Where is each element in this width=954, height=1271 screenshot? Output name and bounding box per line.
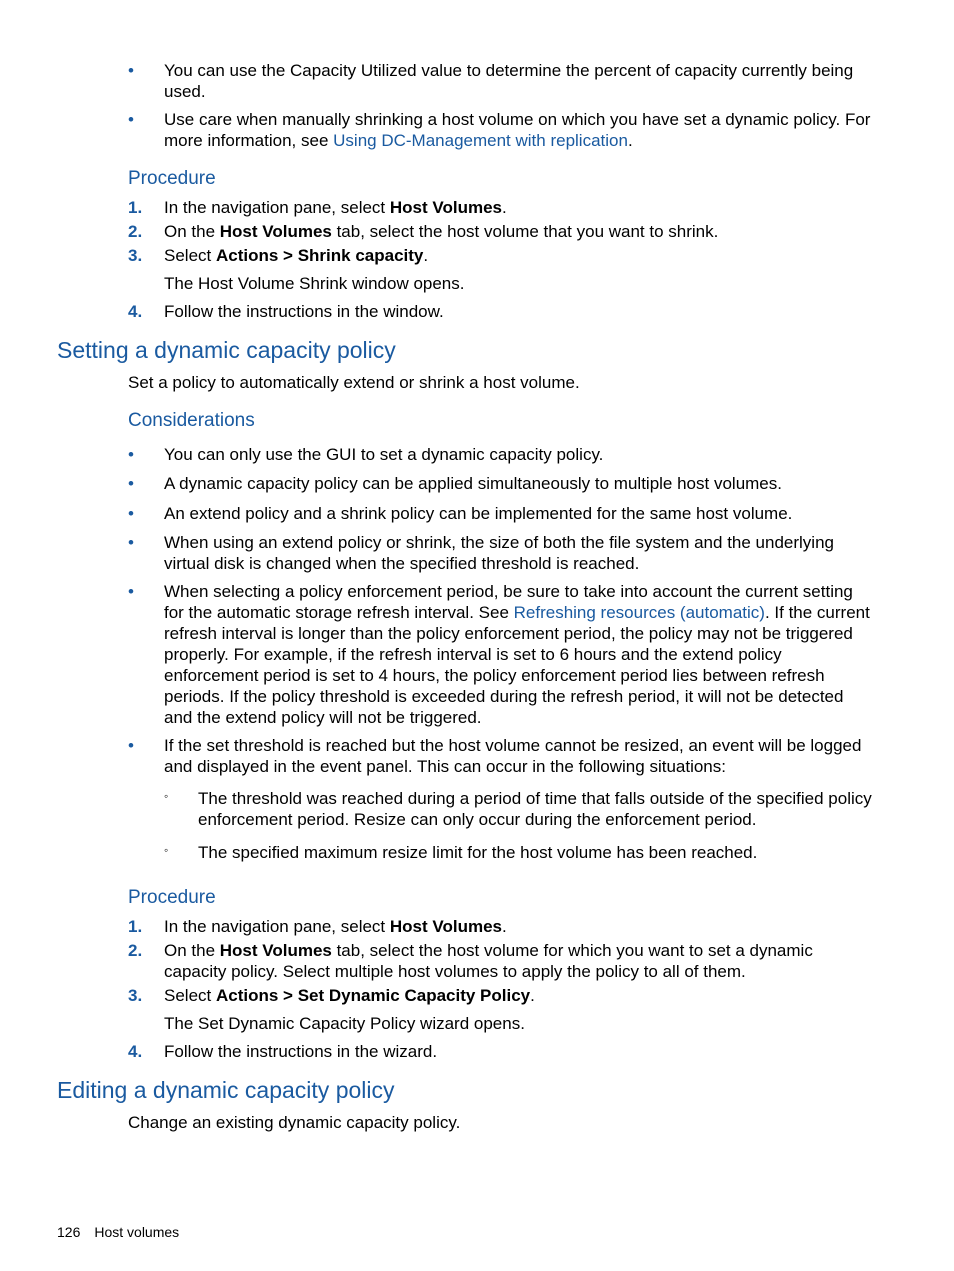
page-footer [57,1222,193,1243]
procedure-step [128,985,873,1006]
bullet-icon: • [128,445,134,464]
step-number: 4. [128,1042,143,1061]
list-item [128,444,873,465]
bullet-icon: • [128,533,134,552]
procedure-step [128,916,873,937]
step-number: 2. [128,222,143,241]
bullet-text: You can only use the GUI to set a dynamic capacity policy. [164,445,604,464]
procedure-step [128,197,873,218]
section-intro: Set a policy to automatically extend or shrink a host volume. [128,373,580,392]
step-result: The Set Dynamic Capacity Policy wizard opens. [164,1014,525,1033]
section-intro: Change an existing dynamic capacity policy. [128,1113,461,1132]
procedure-step [128,940,873,982]
list-item [128,532,873,574]
ui-term: Host Volumes [219,941,332,960]
step-result: The Host Volume Shrink window opens. [164,274,465,293]
step-number: 1. [128,917,143,936]
step-text-end: tab, select the host volume for which you want to set a dynamic capacity policy. Select multiple host volumes to apply the policy to all of them. [164,941,813,981]
procedure-steps [128,916,873,1065]
step-text: Follow the instructions in the wizard. [164,1042,438,1061]
bullet-icon: • [128,61,134,80]
page-number: 126 [57,1224,81,1240]
section-title: Setting a dynamic capacity policy [57,337,396,363]
bullet-text-end: . [627,131,633,150]
procedure-step [128,245,873,266]
step-number: 1. [128,198,143,217]
sub-list-item [128,788,873,830]
procedure-step [128,301,873,322]
bullet-text: When using an extend policy or shrink, the size of both the file system and the underlying virtual disk is changed when the specified threshold is reached. [164,533,834,573]
bullet-text-end: . If the current refresh interval is longer than the policy enforcement period, the policy may not be triggered properly. For example, if the refresh interval is set to 6 hours and the extend policy enforcement period is set to 4 hours, the policy enforcement period lies between refresh periods. If the policy threshold is exceeded during the refresh period, it will not be detected and the extend policy will not be triggered. [164,603,870,727]
procedure-step [128,221,873,242]
list-item [128,60,873,102]
bullet-text: An extend policy and a shrink policy can be implemented for the same host volume. [164,504,793,523]
sub-list-item [128,842,873,863]
ui-term: Actions > Shrink capacity [215,246,424,265]
step-text: Select [164,246,216,265]
step-number: 2. [128,941,143,960]
list-item [128,109,873,151]
bullet-text: A dynamic capacity policy can be applied simultaneously to multiple host volumes. [164,474,782,493]
considerations-heading: Considerations [128,410,255,431]
list-item [128,735,873,777]
procedure-heading: Procedure [128,168,216,189]
step-text: In the navigation pane, select [164,917,390,936]
step-number: 3. [128,986,143,1005]
procedure-step [128,1041,873,1062]
refreshing-resources-link[interactable]: Refreshing resources (automatic) [513,603,765,622]
bullet-icon: • [128,474,134,493]
dc-management-replication-link[interactable]: Using DC-Management with replication [333,131,628,150]
step-number: 4. [128,302,143,321]
procedure-heading: Procedure [128,887,216,908]
step-text-end: . [501,198,507,217]
step-text: In the navigation pane, select [164,198,390,217]
step-text: On the [164,222,220,241]
considerations-list [128,444,873,875]
sub-bullet-text: The threshold was reached during a period of time that falls outside of the specified policy enforcement period. Resize can only occur during the enforcement period. [198,789,872,829]
list-item [128,581,873,728]
bullet-text: You can use the Capacity Utilized value to determine the percent of capacity currently being used. [164,61,854,101]
step-text: On the [164,941,220,960]
bullet-text: If the set threshold is reached but the host volume cannot be resized, an event will be logged and displayed in the event panel. This can occur in the following situations: [164,736,862,776]
ui-term: Actions > Set Dynamic Capacity Policy [215,986,531,1005]
step-text-end: tab, select the host volume that you want to shrink. [331,222,719,241]
step-text: Follow the instructions in the window. [164,302,444,321]
intro-bullet-list [128,60,873,158]
step-text-end: . [501,917,507,936]
list-item [128,473,873,494]
section-title: Editing a dynamic capacity policy [57,1077,395,1103]
bullet-text: Use care when manually shrinking a host volume on which you have set a dynamic policy. For more information, see [164,110,871,150]
footer-section: Host volumes [94,1224,180,1240]
ui-term: Host Volumes [219,222,332,241]
ui-term: Host Volumes [389,198,502,217]
procedure-steps [128,197,873,325]
step-text-end: . [423,246,429,265]
bullet-text: When selecting a policy enforcement period, be sure to take into account the current setting for the automatic storage refresh interval. See [164,582,853,622]
ui-term: Host Volumes [389,917,502,936]
step-number: 3. [128,246,143,265]
bullet-icon: • [128,736,134,755]
sub-bullet-text: The specified maximum resize limit for the host volume has been reached. [198,843,758,862]
circle-bullet-icon: ◦ [164,843,169,857]
step-text-end: . [530,986,535,1005]
bullet-icon: • [128,582,134,601]
step-text: Select [164,986,216,1005]
bullet-icon: • [128,504,134,523]
circle-bullet-icon: ◦ [164,789,169,803]
list-item [128,503,873,524]
bullet-icon: • [128,110,134,129]
